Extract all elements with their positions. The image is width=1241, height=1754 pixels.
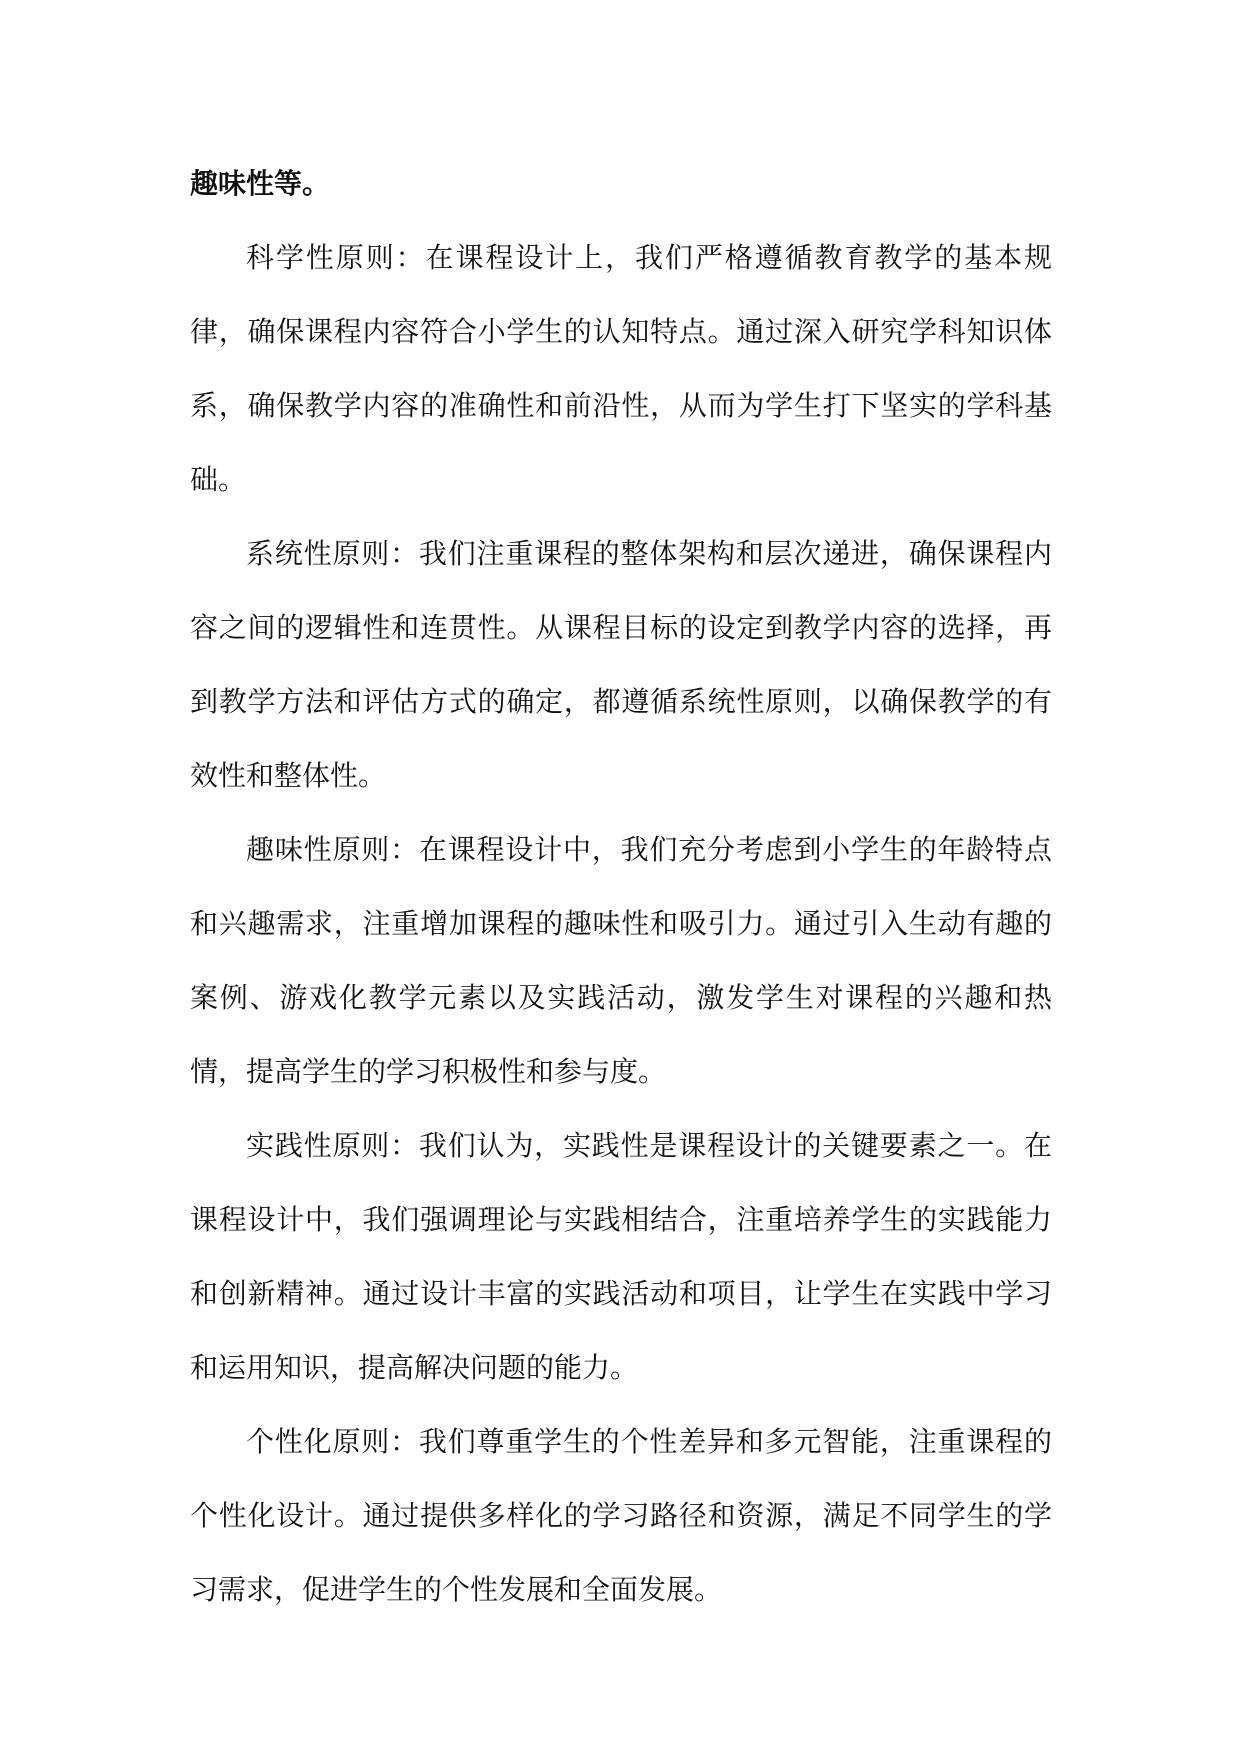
paragraph-scientific: 科学性原则：在课程设计上，我们严格遵循教育教学的基本规律，确保课程内容符合小学生的认知特点。通过深入研究学科知识体系，确保教学内容的准确性和前沿性，从而为学生打下坚实的学科基础。	[190, 241, 1052, 496]
paragraph-systematic: 系统性原则：我们注重课程的整体架构和层次递进，确保课程内容之间的逻辑性和连贯性。从课程目标的设定到教学内容的选择，再到教学方法和评估方式的确定，都遵循系统性原则，以确保教学的有效性和整体性。	[190, 537, 1052, 792]
paragraph-interest: 趣味性原则：在课程设计中，我们充分考虑到小学生的年龄特点和兴趣需求，注重增加课程的趣味性和吸引力。通过引入生动有趣的案例、游戏化教学元素以及实践活动，激发学生对课程的兴趣和热情，提高学生的学习积极性和参与度。	[190, 833, 1052, 1088]
paragraph-personalized: 个性化原则：我们尊重学生的个性差异和多元智能，注重课程的个性化设计。通过提供多样化的学习路径和资源，满足不同学生的学习需求，促进学生的个性发展和全面发展。	[190, 1425, 1052, 1606]
paragraph-practical: 实践性原则：我们认为，实践性是课程设计的关键要素之一。在课程设计中，我们强调理论与实践相结合，注重培养学生的实践能力和创新精神。通过设计丰富的实践活动和项目，让学生在实践中学习和运用知识，提高解决问题的能力。	[190, 1129, 1052, 1384]
section-heading: 趣味性等。	[190, 167, 331, 200]
document-body	[190, 147, 1052, 1627]
